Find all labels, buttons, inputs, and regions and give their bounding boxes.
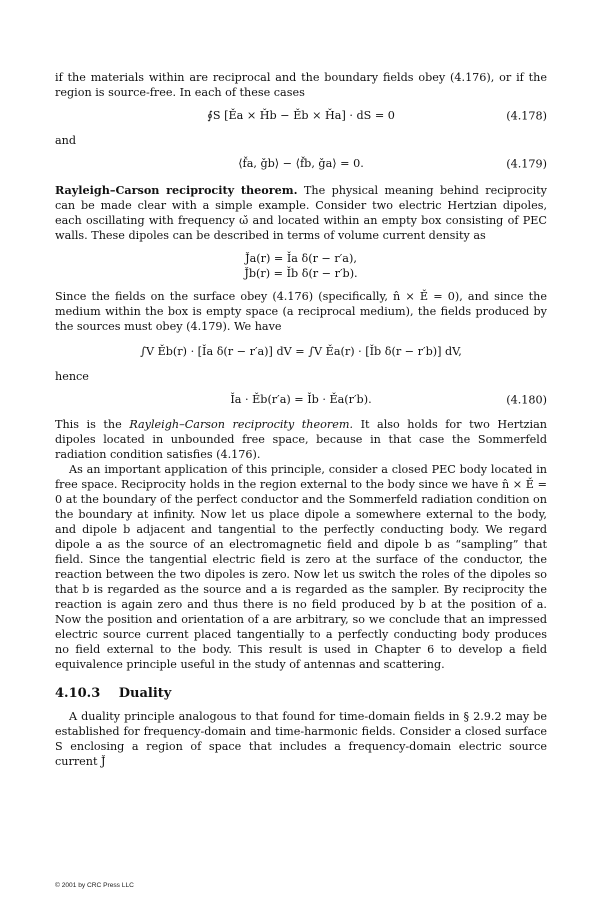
equation-current-density <box>55 251 547 281</box>
equation-4-180-number: (4.180) <box>506 393 547 406</box>
intro-paragraph: if the materials within are reciprocal and the boundary fields obey (4.176), or if the region is source-free. In each of these cases <box>55 71 547 99</box>
equation-current-b: J̌b(r) = Ǐb δ(r − r′b). <box>244 267 358 280</box>
equation-4-179 <box>55 156 547 171</box>
equation-4-178-number: (4.178) <box>506 109 547 122</box>
equation-current-a: J̌a(r) = Ǐa δ(r − r′a), <box>245 252 357 265</box>
equation-4-178-body: ∮S [Ěa × Ȟb − Ěb × Ȟa] · dS = 0 <box>207 109 395 122</box>
section-number: 4.10.3 <box>55 686 101 701</box>
section-title: Duality <box>118 686 172 701</box>
rayleigh-carson-text: The physical meaning behind reciprocity can be made clear with a simple example. Consider two electric Hertzian dipoles, each oscillating with frequency ω̌ and located within an empty box consisting of PEC walls. These dipoles can be described in terms of volume current density as <box>55 184 548 242</box>
rayleigh-carson-paragraph <box>55 183 547 243</box>
equation-integral <box>55 344 547 359</box>
connector-hence: hence <box>55 370 89 383</box>
surface-paragraph: Since the fields on the surface obey (4.176) (specifically, n̂ × Ě = 0), and since the medium within the box is empty space (a reciprocal medium), the fields produced by the sources must obey (4.179). We have <box>55 290 547 333</box>
equation-4-178 <box>55 108 547 123</box>
duality-paragraph: A duality principle analogous to that found for time-domain fields in § 2.9.2 may be established for frequency-domain and time-harmonic fields. Consider a closed surface S enclosing a region of space that includes a frequency-domain electric source current J̌ <box>55 710 547 768</box>
section-heading <box>55 686 547 701</box>
rayleigh-carson-heading: Rayleigh–Carson reciprocity theorem. <box>55 183 298 197</box>
rc-conclusion-part2: It also holds for two Hertzian dipoles located in unbounded free space, because in that case the Sommerfeld radiation condition satisfies (4.176). <box>55 418 547 461</box>
rc-conclusion-emphasis: Rayleigh–Carson reciprocity theorem. <box>129 418 353 431</box>
copyright-footer: © 2001 by CRC Press LLC <box>55 882 134 889</box>
equation-4-179-body: ⟨f̌a, ǧb⟩ − ⟨f̌b, ǧa⟩ = 0. <box>238 157 364 170</box>
rc-conclusion-part1: This is the <box>55 418 122 431</box>
application-paragraph: As an important application of this principle, consider a closed PEC body located in free space. Reciprocity holds in the region external to the body since we have n̂ × Ě = 0 at the boundary of the perfect conductor and the Sommerfeld radiation condition on the boundary at infinity. Now let us place dipole a somewhere external to the body, and dipole b adjacent and tangential to the perfectly conducting body. We regard dipole a as the source of an electromagnetic field and dipole b as “sampling” that field. Since the tangential electric field is zero at the surface of the conductor, the reaction between the two dipoles is zero. Now let us switch the roles of the dipoles so that b is regarded as the source and a is regarded as the sampler. By reciprocity the reaction is again zero and thus there is no field produced by b at the position of a. Now the position and orientation of a are arbitrary, so we conclude that an impressed electric source current placed tangentially to a perfectly conducting body produces no field external to the body. This result is used in Chapter 6 to develop a field equivalence principle useful in the study of antennas and scattering. <box>55 463 547 671</box>
rayleigh-carson-conclusion <box>55 417 547 462</box>
equation-4-179-number: (4.179) <box>506 157 547 170</box>
connector-and: and <box>55 134 77 147</box>
equation-integral-body: ∫V Ěb(r) · [Ǐa δ(r − r′a)] dV = ∫V Ěa(r) · [Ǐb δ(r − r′b)] dV, <box>140 345 462 358</box>
equation-4-180 <box>55 392 547 407</box>
equation-4-180-body: Ǐa · Ěb(r′a) = Ǐb · Ěa(r′b). <box>230 393 372 406</box>
page-body <box>55 70 547 769</box>
